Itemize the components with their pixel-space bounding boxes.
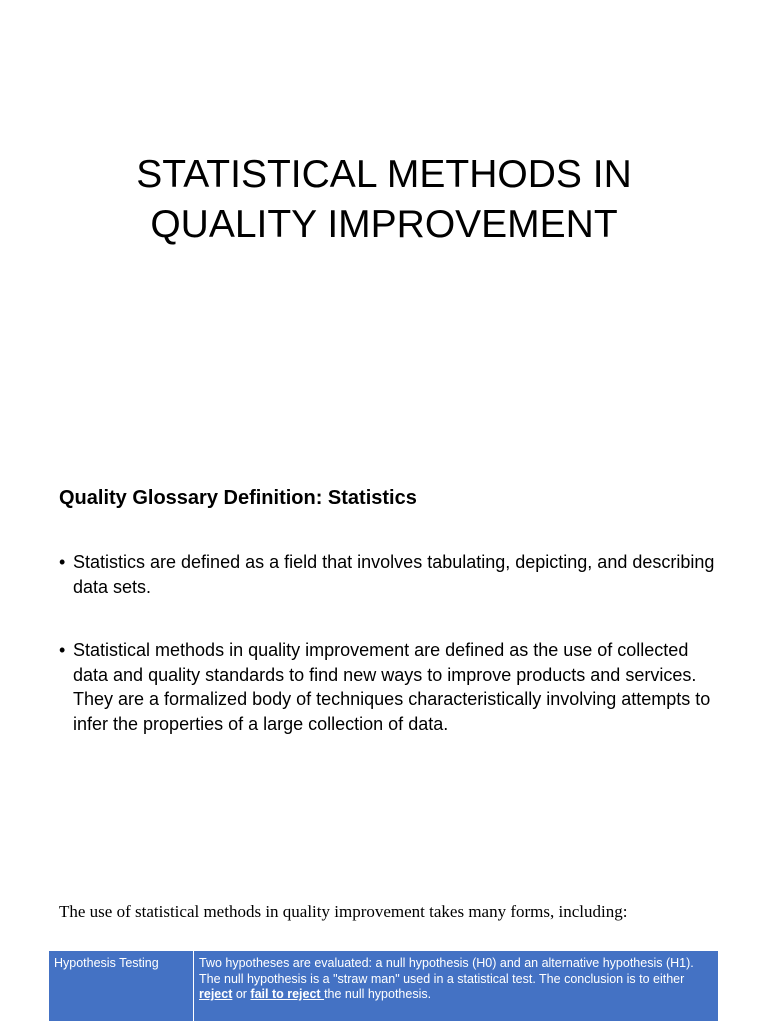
table-row: [49, 951, 719, 1022]
bullet-marker: •: [59, 552, 66, 572]
bullet-list: [59, 550, 719, 736]
fail-to-reject-link[interactable]: fail to reject: [250, 987, 325, 1001]
bullet-item: [59, 550, 719, 599]
page-title: [0, 150, 768, 250]
bullet-item: [59, 638, 719, 736]
methods-table: [48, 950, 719, 1022]
page-title-line-2: QUALITY IMPROVEMENT: [150, 203, 618, 246]
intro-paragraph: The use of statistical methods in quality improvement takes many forms, including:: [59, 902, 628, 921]
description-text: Two hypotheses are evaluated: a null hypothesis (H0) and an alternative hypothesis (H1). The null hypothesis is a "straw man" used in a statistical test. The conclusion is to either: [199, 956, 694, 986]
table-cell-description: [194, 951, 719, 1022]
section-heading: Quality Glossary Definition: Statistics: [59, 487, 417, 509]
table-cell-term: Hypothesis Testing: [49, 951, 194, 1022]
bullet-marker: •: [59, 640, 66, 660]
description-text: or: [232, 987, 251, 1001]
reject-link[interactable]: reject: [199, 987, 233, 1001]
page-title-line-1: STATISTICAL METHODS IN: [136, 153, 632, 196]
bullet-text: Statistical methods in quality improvement are defined as the use of collected data and quality standards to find new ways to improve products and services. They are a formalized body of techniques characteristically involving attempts to infer the properties of a large collection of data.: [73, 640, 711, 734]
bullet-text: Statistics are defined as a field that involves tabulating, depicting, and describing data sets.: [73, 552, 715, 597]
description-text: the null hypothesis.: [324, 987, 432, 1001]
